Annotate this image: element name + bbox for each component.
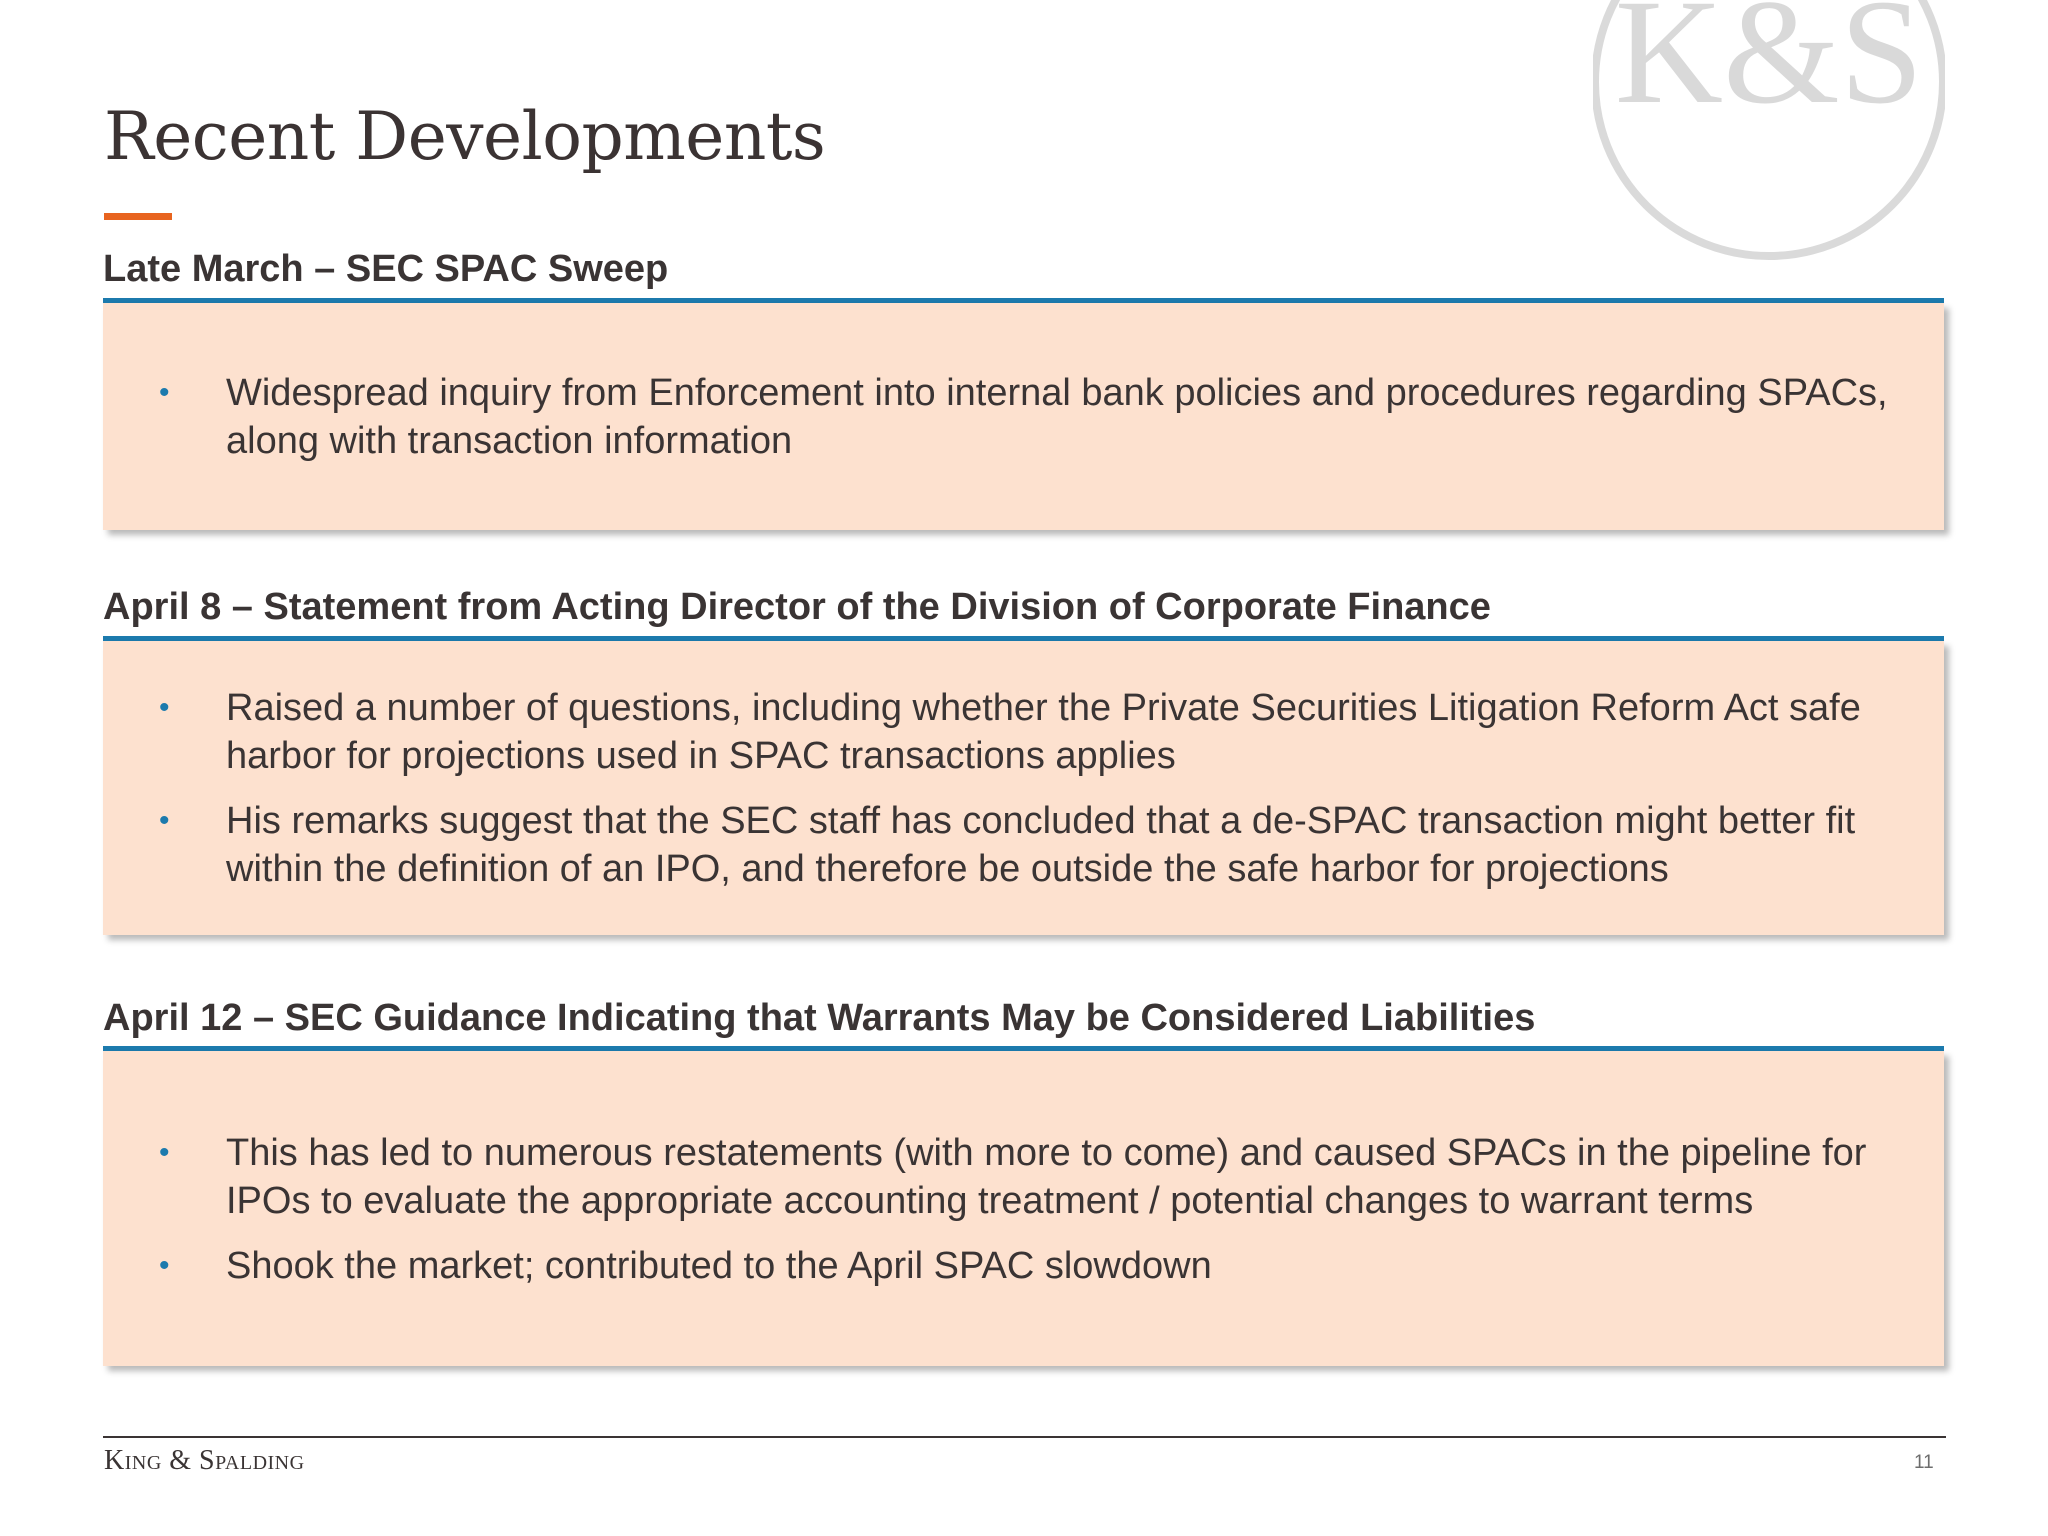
bullet-text: His remarks suggest that the SEC staff has concluded that a de-SPAC transaction might better fit within the definition of an IPO, and therefore be outside the safe harbor for projections [226, 800, 1856, 890]
bullet-dot-icon: • [159, 691, 170, 724]
section-heading-late-march: Late March – SEC SPAC Sweep [103, 248, 669, 290]
bullet-dot-icon: • [159, 1249, 170, 1282]
bullet-text: Widespread inquiry from Enforcement into internal bank policies and procedures regarding SPACs, along with transaction information [226, 372, 1888, 462]
bullet-dot-icon: • [159, 804, 170, 837]
section-box-april-12 [103, 1051, 1944, 1366]
page-number: 11 [1914, 1452, 1934, 1473]
section-box-late-march [103, 303, 1944, 530]
section-box-april-8 [103, 641, 1944, 935]
bullet-text: This has led to numerous restatements (with more to come) and caused SPACs in the pipeline for IPOs to evaluate the appropriate accounting treatment / potential changes to warrant terms [226, 1132, 1867, 1222]
title-accent-bar [104, 213, 172, 220]
footer-brand-logo: King & Spalding [104, 1445, 305, 1476]
bullet-text: Raised a number of questions, including whether the Private Securities Litigation Reform Act safe harbor for projections used in SPAC transactions applies [226, 687, 1861, 777]
bullet-text: Shook the market; contributed to the April SPAC slowdown [226, 1245, 1212, 1287]
ks-seal-logo [1593, 0, 1945, 260]
section-heading-april-8: April 8 – Statement from Acting Director of the Division of Corporate Finance [103, 586, 1491, 628]
footer-rule [103, 1436, 1946, 1438]
bullet-dot-icon: • [159, 1136, 170, 1169]
section-heading-april-12: April 12 – SEC Guidance Indicating that Warrants May be Considered Liabilities [103, 997, 1536, 1039]
bullet-dot-icon: • [159, 376, 170, 409]
page-title: Recent Developments [104, 98, 826, 175]
svg-text:K&S: K&S [1614, 0, 1924, 135]
